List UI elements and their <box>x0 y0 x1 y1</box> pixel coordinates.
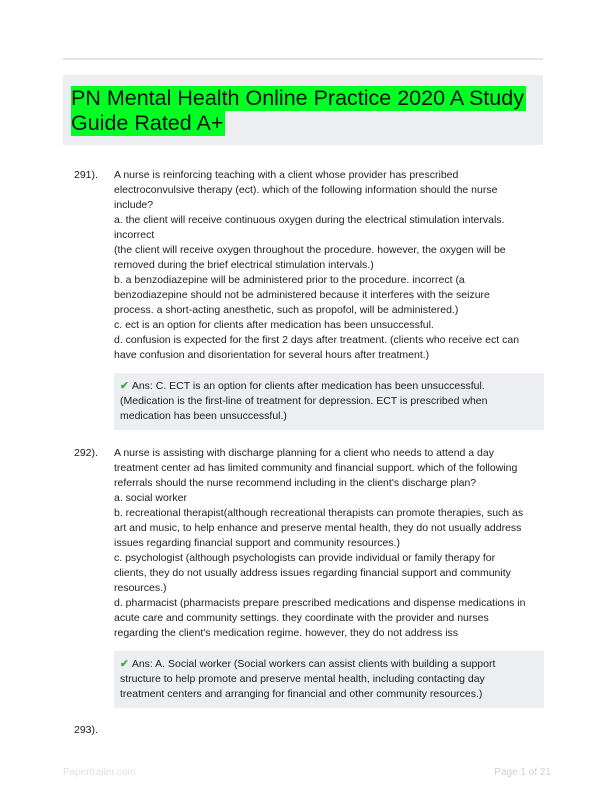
question-line: referrals should the nurse recommend including in the client's discharge plan? <box>114 477 477 489</box>
option-b-line: art and music, to help enhance and preserve mental health, they do not usually address <box>114 522 522 534</box>
question-line: electroconvulsive therapy (ect). which of the following information should the nurse <box>114 184 498 196</box>
answer-line: (Medication is the first-line of treatment for depression. ECT is prescribed when <box>120 395 488 407</box>
option-d-line: have confusion and disorientation for several hours after treatment.) <box>114 349 430 361</box>
answer-box <box>114 651 544 708</box>
option-d-line: regarding the client's medication regime. however, they do not address iss <box>114 627 459 639</box>
answer-line: treatment centers and arranging for financial and other community resources.) <box>120 688 483 700</box>
option-d-line: acute care and community settings. they coordinate with the provider and nurses <box>114 612 489 624</box>
answer-box <box>114 373 544 430</box>
option-a-line: removed during the brief electrical stimulation intervals.) <box>114 259 374 271</box>
title-banner <box>63 75 543 145</box>
question-number: 292). <box>74 447 98 459</box>
option-a-line: (the client will receive oxygen throughout the procedure. however, the oxygen will be <box>114 244 506 256</box>
option-b-line: issues regarding financial support and community resources.) <box>114 537 400 549</box>
option-b-line: process. a short-acting anesthetic, such as propofol, will be administered.) <box>114 304 459 316</box>
option-d-line: d. confusion is expected for the first 2 days after treatment. (clients who receive ect can <box>114 334 520 346</box>
check-icon: ✔ <box>120 380 129 392</box>
footer-page-number: Page 1 of 21 <box>494 767 551 778</box>
answer-line: Ans: A. Social worker (Social workers can assist clients with building a support <box>131 658 496 670</box>
option-c-line: c. psychologist (although psychologists can provide individual or family therapy for <box>114 552 496 564</box>
option-a-line: incorrect <box>114 229 155 241</box>
answer-line: structure to help promote and preserve mental health, including contacting day <box>120 673 485 685</box>
answer-line: medication has been unsuccessful.) <box>120 410 287 422</box>
question-line: treatment center ad has limited community and financial support. which of the following <box>114 462 518 474</box>
option-a-line: a. social worker <box>114 492 187 504</box>
option-a-line: a. the client will receive continuous oxygen during the electrical stimulation intervals. <box>114 214 505 226</box>
option-c-line: c. ect is an option for clients after medication has been unsuccessful. <box>114 319 434 331</box>
question-number: 291). <box>74 169 98 181</box>
page-title-line-1: PN Mental Health Online Practice 2020 A Study <box>71 86 524 110</box>
question-line: A nurse is assisting with discharge planning for a client who needs to attend a day <box>114 447 494 459</box>
question-line: A nurse is reinforcing teaching with a client whose provider has prescribed <box>114 169 459 181</box>
question-text <box>114 168 544 363</box>
question-line: include? <box>114 199 154 211</box>
option-c-line: resources.) <box>114 582 167 594</box>
option-c-line: clients, they do not usually address issues regarding financial support and community <box>114 567 511 579</box>
question-number: 293). <box>74 724 98 736</box>
top-divider <box>63 58 543 60</box>
check-icon: ✔ <box>120 658 129 670</box>
footer-site-watermark: Papertrailer.com <box>63 767 136 778</box>
option-b-line: b. a benzodiazepine will be administered prior to the procedure. incorrect (a <box>114 274 465 286</box>
option-d-line: d. pharmacist (pharmacists prepare prescribed medications and dispense medications in <box>114 597 526 609</box>
question-text <box>114 446 544 641</box>
option-b-line: benzodiazepine should not be administered because it interferes with the seizure <box>114 289 490 301</box>
question-291 <box>74 168 544 430</box>
question-292 <box>74 446 544 708</box>
answer-line: Ans: C. ECT is an option for clients after medication has been unsuccessful. <box>131 380 485 392</box>
option-b-line: b. recreational therapist(although recreational therapists can promote therapies, such as <box>114 507 524 519</box>
page-title-line-2: Guide Rated A+ <box>71 111 224 135</box>
